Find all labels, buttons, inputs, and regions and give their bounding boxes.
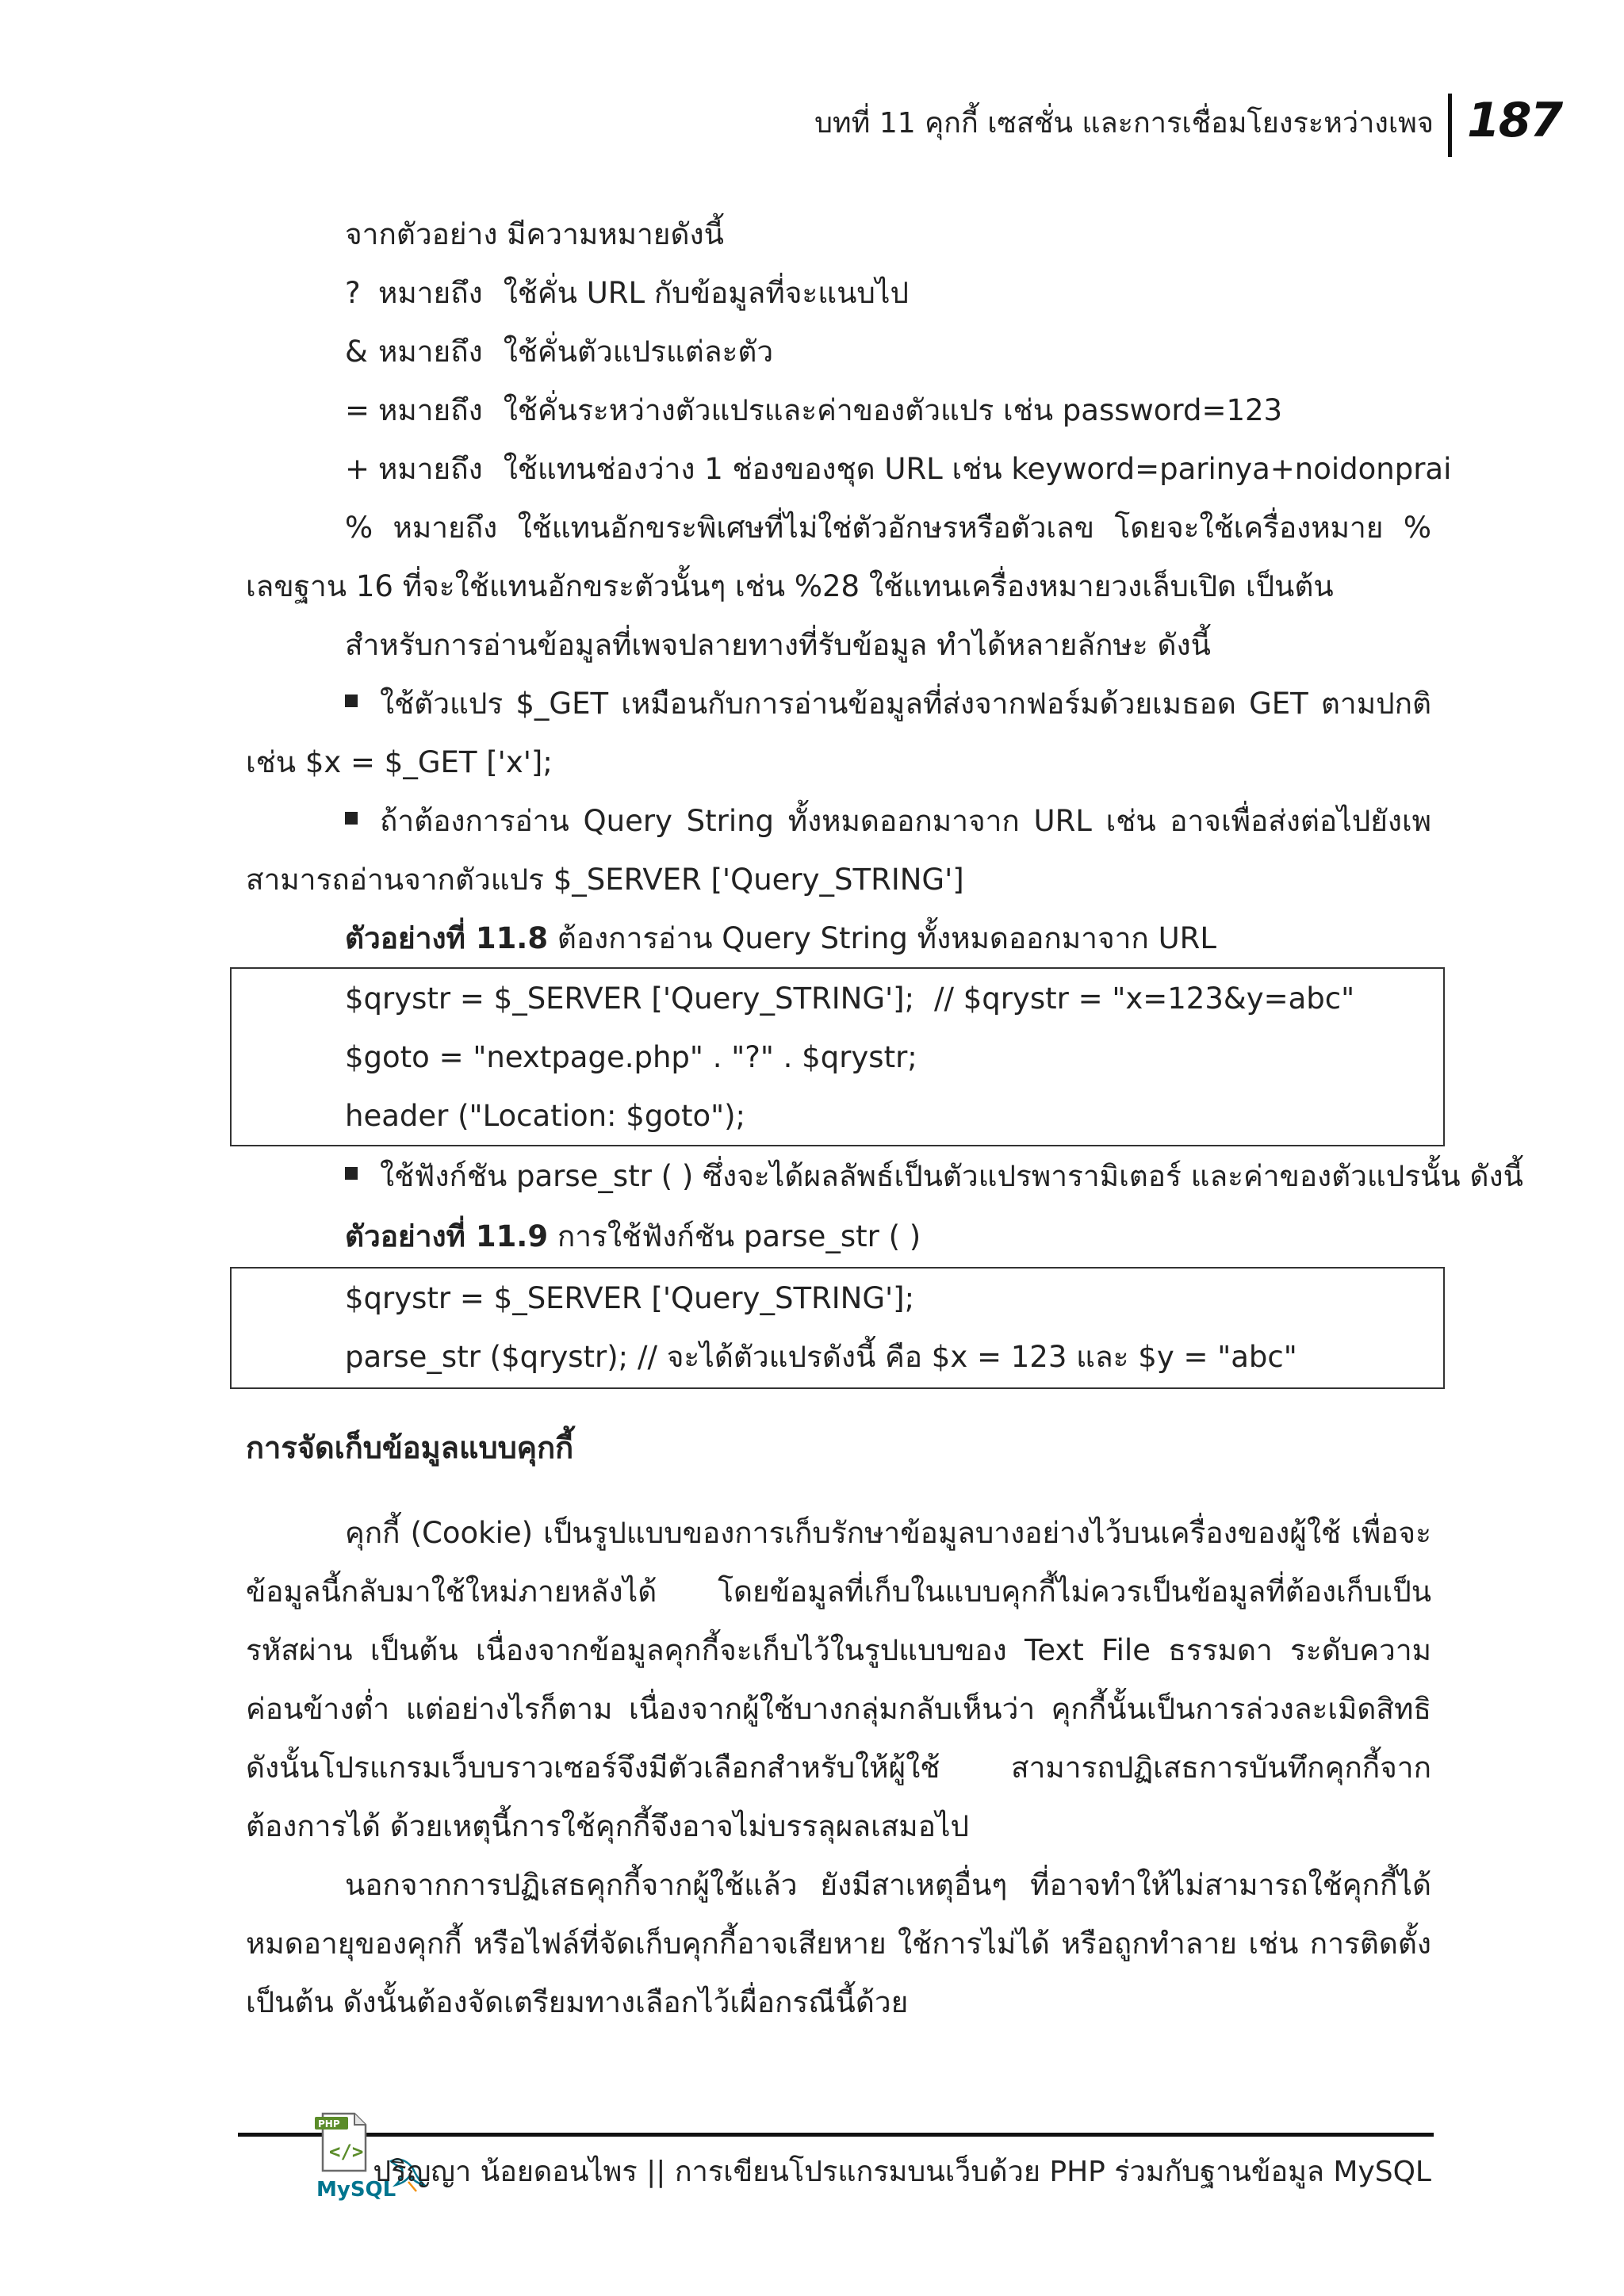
chapter-title: บทที่ 11 คุกกี้ เซสชั่น และการเชื่อมโยงระหว่างเพจ [814,107,1434,140]
bullet1-line1: ใช้ตัวแปร $_GET เหมือนกับการอ่านข้อมูลที่ส่งจากฟอร์มด้วยเมธอด GET ตามปกติ [345,682,1431,726]
def-plus [345,447,1451,492]
code1-comment: // $qrystr = "x=123&y=abc" [934,982,1355,1016]
page-number: 187 [1467,93,1562,148]
bullet2-line1: ถ้าต้องการอ่าน Query String ทั้งหมดออกมาจาก URL เช่น อาจเพื่อส่งต่อไปยังเพ [345,799,1431,844]
code2-line1: $qrystr = $_SERVER ['Query_STRING']; [345,1281,915,1315]
code-box-1 [230,967,1445,1146]
def-symbol: ? [345,276,361,310]
def-percent-line2: เลขฐาน 16 ที่จะใช้แทนอักขระตัวนั้นๆ เช่น %28 ใช้แทนเครื่องหมายวงเล็บเปิด เป็นต้น [246,569,1334,603]
para1-line6: ต้องการได้ ด้วยเหตุนี้การใช้คุกกี้จึงอาจไม่บรรลุผลเสมอไป [246,1809,970,1843]
footer-text: ปริญญา น้อยดอนไพร || การเขียนโปรแกรมบนเว็บด้วย PHP ร่วมกับฐานข้อมูล MySQL [373,2156,1431,2188]
example1-label: ตัวอย่างที่ 11.8 [345,921,549,955]
def-ampersand [345,330,773,374]
code1-line2: $goto = "nextpage.php" . "?" . $qrystr; [345,1040,917,1074]
php-logo-text: PHP [318,2118,340,2130]
def-label: หมายถึง [378,335,483,369]
example1-desc: ต้องการอ่าน Query String ทั้งหมดออกมาจาก URL [548,921,1216,955]
example2-desc: การใช้ฟังก์ชัน parse_str ( ) [548,1219,921,1253]
intro-line: จากตัวอย่าง มีความหมายดังนี้ [345,217,724,251]
example1-caption [345,916,1216,961]
def-symbol: & [345,335,368,369]
def-label: หมายถึง [378,452,483,486]
def-question [345,271,909,316]
para1-line3: รหัสผ่าน เป็นต้น เนื่องจากข้อมูลคุกกี้จะเก็บไว้ในรูปแบบของ Text File ธรรมดา ระดับความ [246,1633,1431,1667]
code1-line1: $qrystr = $_SERVER ['Query_STRING']; [345,982,915,1016]
def-percent-line1: % หมายถึง ใช้แทนอักขระพิเศษที่ไม่ใช่ตัวอักษรหรือตัวเลข โดยจะใช้เครื่องหมาย % [345,511,1431,545]
bullet3-line: ใช้ฟังก์ชัน parse_str ( ) ซึ่งจะได้ผลลัพธ์เป็นตัวแปรพารามิเตอร์ และค่าของตัวแปรนั้น ดังนี้ [345,1154,1523,1199]
def-text: ใช้คั่นระหว่างตัวแปรและค่าของตัวแปร เช่น password=123 [503,393,1283,427]
def-equals [345,388,1282,433]
example2-label: ตัวอย่างที่ 11.9 [345,1219,549,1253]
def-label: หมายถึง [378,393,483,427]
para2-line1: นอกจากการปฏิเสธคุกกี้จากผู้ใช้แล้ว ยังมีสาเหตุอื่นๆ ที่อาจทำให้ไม่สามารถใช้คุกกี้ได้ [345,1868,1431,1902]
square-bullet-icon [345,812,358,825]
bullet1-line2: เช่น $x = $_GET ['x']; [246,745,553,779]
def-symbol: + [345,452,370,486]
code2-line2: parse_str ($qrystr); [345,1340,629,1374]
example2-caption [345,1215,921,1259]
code2-comment: // จะได้ตัวแปรดังนี้ คือ $x = 123 และ $y = "abc" [638,1340,1297,1374]
square-bullet-icon [345,1167,358,1180]
code1-line3: header ("Location: $goto"); [345,1099,746,1133]
section-heading: การจัดเก็บข้อมูลแบบคุกกี้ [246,1430,574,1465]
def-label: หมายถึง [378,276,483,310]
def-symbol: = [345,393,370,427]
bullet2-line2: สามารถอ่านจากตัวแปร $_SERVER ['Query_STRING'] [246,863,964,897]
def-text: ใช้แทนช่องว่าง 1 ช่องของชุด URL เช่น keyword=parinya+noidonprai [503,452,1452,486]
para1-line1: คุกกี้ (Cookie) เป็นรูปแบบของการเก็บรักษาข้อมูลบางอย่างไว้บนเครื่องของผู้ใช้ เพื่อจะ [345,1516,1431,1550]
def-text: ใช้คั่น URL กับข้อมูลที่จะแนบไป [503,276,909,310]
def-text: ใช้คั่นตัวแปรแต่ละตัว [503,335,774,369]
header-divider [1448,94,1452,157]
square-bullet-icon [345,695,358,707]
read-intro: สำหรับการอ่านข้อมูลที่เพจปลายทางที่รับข้อมูล ทำได้หลายลักษะ ดังนี้ [345,628,1211,662]
para1-line5: ดังนั้นโปรแกรมเว็บบราวเซอร์จึงมีตัวเลือกสำหรับให้ผู้ใช้ สามารถปฏิเสธการบันทึกคุกกี้จาก [246,1751,1431,1785]
mysql-logo-text: MySQL [316,2178,396,2202]
svg-text:</>: </> [329,2141,364,2163]
para1-line2: ข้อมูลนี้กลับมาใช้ใหม่ภายหลังได้ โดยข้อมูลที่เก็บในแบบคุกกี้ไม่ควรเป็นข้อมูลที่ต้องเก็บเป็น [246,1575,1431,1609]
para2-line2: หมดอายุของคุกกี้ หรือไฟล์ที่จัดเก็บคุกกี้อาจเสียหาย ใช้การไม่ได้ หรือถูกทำลาย เช่น การติดตั้ง [246,1927,1431,1961]
code-box-2 [230,1267,1445,1389]
para1-line4: ค่อนข้างต่ำ แต่อย่างไรก็ตาม เนื่องจากผู้ใช้บางกลุ่มกลับเห็นว่า คุกกี้นั้นเป็นการล่วงละเมิดสิทธิ [246,1692,1431,1726]
para2-line3: เป็นต้น ดังนั้นต้องจัดเตรียมทางเลือกไว้เผื่อกรณีนี้ด้วย [246,1985,909,2019]
